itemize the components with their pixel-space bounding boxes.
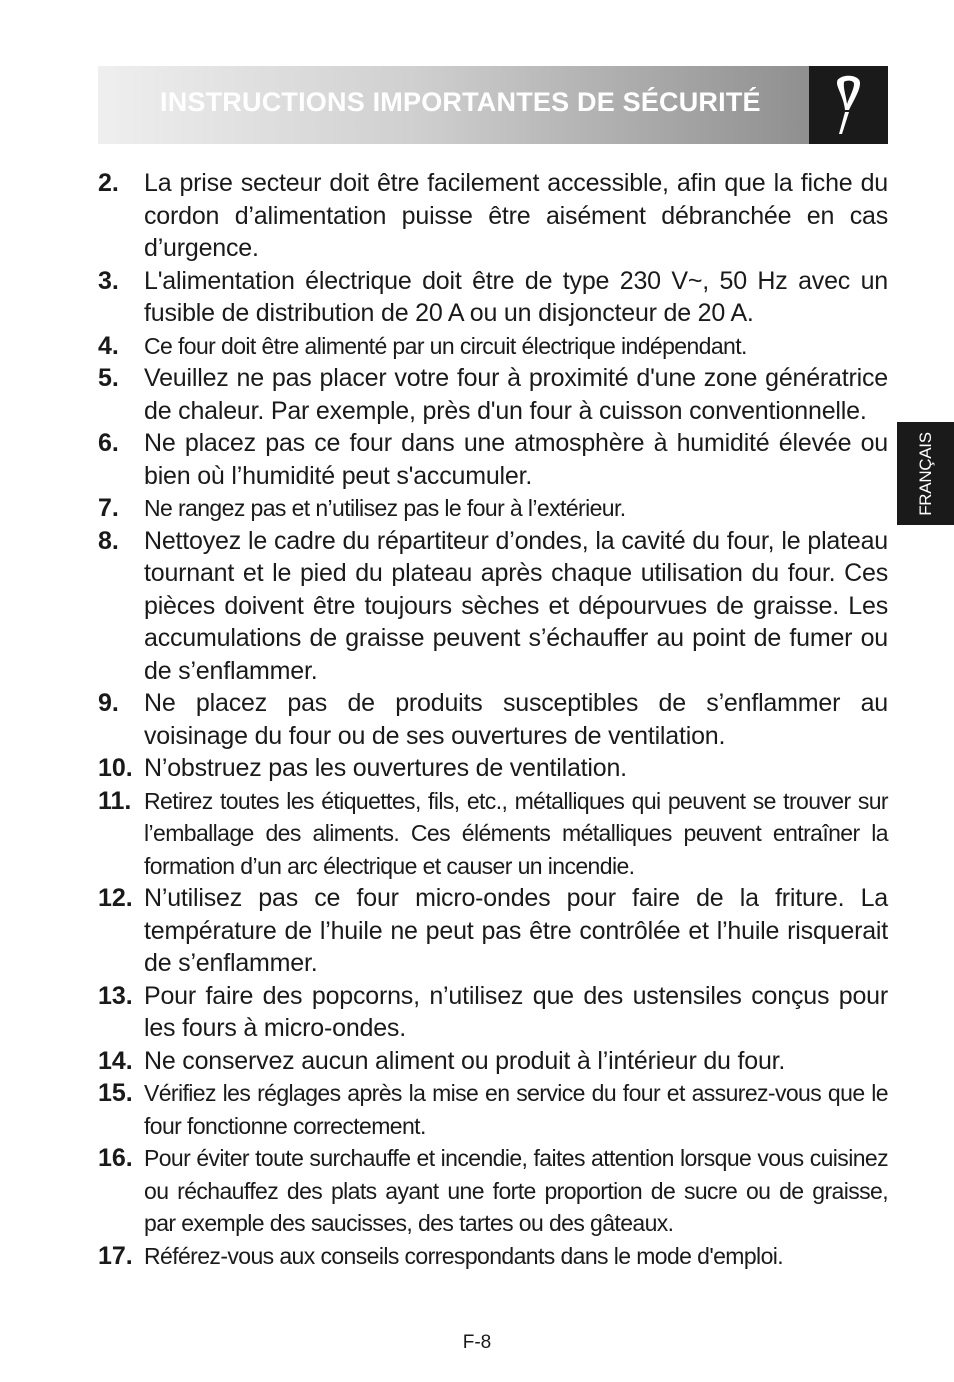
item-text: Nettoyez le cadre du répartiteur d’ondes, la cavité du four, le plateau tournant et le pied du plateau après chaque utilisation du four. Ces pièces doivent être toujours sèches et dépourvues de graisse. Les accumulations de graisse peuvent s’échauffer au point de fumer ou de s’enflammer. xyxy=(144,526,888,685)
list-item xyxy=(98,427,888,492)
item-number: 5. xyxy=(98,364,119,392)
item-number: 8. xyxy=(98,526,119,555)
list-item xyxy=(98,1240,888,1273)
exclamation-point-icon xyxy=(831,74,865,136)
item-text: Ne placez pas de produits susceptibles de s’enflammer au voisinage du four ou de ses ouvertures de ventilation. xyxy=(144,689,888,750)
item-number: 14. xyxy=(98,1046,133,1075)
item-number: 4. xyxy=(98,331,119,360)
list-item xyxy=(98,980,888,1045)
list-item xyxy=(98,525,888,688)
item-number: 6. xyxy=(98,429,119,457)
item-text: Ne rangez pas et n’utilisez pas le four à l’extérieur. xyxy=(144,495,626,521)
item-number: 13. xyxy=(98,981,133,1010)
list-item xyxy=(98,687,888,752)
item-number: 17. xyxy=(98,1241,133,1270)
item-number: 12. xyxy=(98,884,133,912)
item-text: Ne placez pas ce four dans une atmosphère à humidité élevée ou bien où l’humidité peut s'accumuler. xyxy=(144,429,888,490)
item-number: 2. xyxy=(98,169,119,197)
list-item xyxy=(98,265,888,330)
language-tab-label: FRANÇAIS xyxy=(915,431,935,516)
item-text: Veuillez ne pas placer votre four à proximité d'une zone génératrice de chaleur. Par exemple, près d'un four à cuisson conventionnelle. xyxy=(144,364,888,425)
header-icon-box xyxy=(809,66,888,144)
item-text: N’obstruez pas les ouvertures de ventilation. xyxy=(144,754,627,782)
item-number: 11. xyxy=(98,786,132,815)
list-item xyxy=(98,882,888,980)
language-tab xyxy=(897,422,954,525)
list-item xyxy=(98,752,888,785)
list-item xyxy=(98,492,888,525)
item-text: Retirez toutes les étiquettes, fils, etc., métalliques qui peuvent se trouver sur l’emballage des aliments. Ces éléments métalliques peuvent entraîner la formation d’un arc électrique et causer un incendie. xyxy=(144,787,888,879)
list-item xyxy=(98,330,888,363)
item-text: Vérifiez les réglages après la mise en service du four et assurez-vous que le four fonctionne correctement. xyxy=(144,1080,888,1139)
item-number: 3. xyxy=(98,266,119,295)
page-number: F-8 xyxy=(462,1332,492,1353)
item-number: 7. xyxy=(98,494,119,522)
item-number: 15. xyxy=(98,1079,133,1107)
item-text: N’utilisez pas ce four micro-ondes pour faire de la friture. La température de l’huile ne peut pas être contrôlée et l’huile risquerait de s’enflammer. xyxy=(144,884,888,977)
item-text: L'alimentation électrique doit être de type 230 V~, 50 Hz avec un fusible de distribution de 20 A ou un disjoncteur de 20 A. xyxy=(144,266,888,327)
item-text: Pour faire des popcorns, n’utilisez que des ustensiles conçus pour les fours à micro-ondes. xyxy=(144,981,888,1042)
item-number: 10. xyxy=(98,754,133,782)
list-item xyxy=(98,362,888,427)
list-item xyxy=(98,785,888,883)
item-text: Ne conservez aucun aliment ou produit à l’intérieur du four. xyxy=(144,1046,786,1075)
item-number: 9. xyxy=(98,689,119,717)
list-item xyxy=(98,1142,888,1240)
item-text: Référez-vous aux conseils correspondants dans le mode d'emploi. xyxy=(144,1242,784,1269)
page-title: INSTRUCTIONS IMPORTANTES DE SÉCURITÉ xyxy=(160,87,761,117)
item-text: Ce four doit être alimenté par un circuit électrique indépendant. xyxy=(144,332,747,359)
safety-instructions-list xyxy=(98,167,888,1272)
list-item xyxy=(98,1045,888,1078)
list-item xyxy=(98,1077,888,1142)
list-item xyxy=(98,167,888,265)
item-text: Pour éviter toute surchauffe et incendie, faites attention lorsque vous cuisinez ou réchauffez des plats ayant une forte proportion de sucre ou de graisse, par exemple des saucisses, des tartes ou des gâteaux. xyxy=(144,1145,888,1236)
item-text: La prise secteur doit être facilement accessible, afin que la fiche du cordon d’alimentation puisse être aisément débranchée en cas d’urgence. xyxy=(144,169,888,262)
item-number: 16. xyxy=(98,1144,133,1172)
